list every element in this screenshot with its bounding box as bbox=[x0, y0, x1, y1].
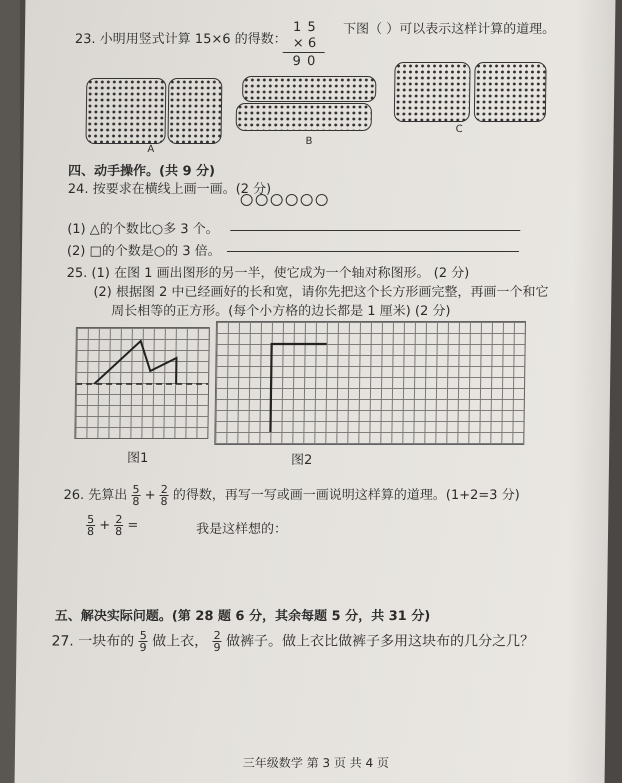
q26-frac-b: $\frac{2}{8}$ bbox=[160, 483, 168, 508]
figure-1-shape bbox=[75, 328, 209, 438]
q26-line bbox=[63, 484, 519, 507]
q27-frac-a: $\frac{5}{9}$ bbox=[139, 629, 147, 654]
answer-line-2[interactable] bbox=[227, 251, 519, 252]
six-circles bbox=[241, 194, 331, 210]
dot-block-b2 bbox=[236, 103, 372, 131]
calc-underline bbox=[283, 52, 325, 53]
q23-calc-top: 1 5 bbox=[292, 20, 317, 35]
q26-expression: $\frac{5}{8}$ + $\frac{2}{8}$ = bbox=[86, 513, 139, 538]
q24-item2: (2) □的个数是○的 3 倍。 bbox=[66, 244, 221, 259]
dot-block-a1 bbox=[85, 78, 166, 144]
dot-block-c1 bbox=[394, 62, 471, 122]
q23-calc-result: 9 0 bbox=[292, 54, 317, 69]
q24-item1: (1) △的个数比○多 3 个。 bbox=[67, 222, 219, 237]
q27-line: 27. 一块布的 $\frac{5}{9}$ 做上衣， $\frac{2}{9}$ 做裤子。做上衣比做裤子多用这块布的几分之几？ bbox=[51, 629, 535, 654]
dot-block-b1 bbox=[242, 76, 376, 102]
q23-text: 23. 小明用竖式计算 15×6 的得数： bbox=[74, 32, 287, 47]
q26-thought: 我是这样想的： bbox=[195, 522, 288, 537]
q26-lead: 26. 先算出 bbox=[63, 488, 128, 503]
q27-frac-b: $\frac{2}{9}$ bbox=[213, 629, 221, 654]
option-a-label: A bbox=[147, 144, 155, 155]
q26-plus: + bbox=[144, 488, 156, 503]
q23-tail: 下图（ ）可以表示这样计算的道理。 bbox=[342, 22, 556, 37]
exam-page bbox=[15, 0, 616, 783]
option-b-label: B bbox=[305, 136, 313, 147]
page-shadow bbox=[565, 0, 616, 783]
q26-rest: 的得数，再写一写或画一画说明这样算的道理。(1+2=3 分) bbox=[172, 488, 520, 503]
q24-text: 24. 按要求在横线上画一画。(2 分) bbox=[67, 182, 272, 197]
q25-line2: (2) 根据图 2 中已经画好的长和宽，请你先把这个长方形画完整，再画一个和它 bbox=[93, 285, 549, 300]
q25-line1: 25. (1) 在图 1 画出图形的另一半，使它成为一个轴对称图形。 (2 分) bbox=[66, 266, 470, 281]
section4-title: 四、动手操作。(共 9 分) bbox=[67, 164, 216, 179]
dot-block-a2 bbox=[167, 78, 222, 144]
dot-block-c2 bbox=[474, 62, 547, 122]
page-footer: 三年级数学 第 3 页 共 4 页 bbox=[242, 756, 390, 770]
answer-line-1[interactable] bbox=[230, 230, 520, 231]
figure-2-label: 图2 bbox=[290, 453, 313, 468]
q26-frac-a: $\frac{5}{8}$ bbox=[132, 483, 140, 508]
figure-2-shape bbox=[215, 322, 525, 444]
section5-title: 五、解决实际问题。(第 28 题 6 分，其余每题 5 分，共 31 分) bbox=[54, 609, 431, 624]
option-c-label: C bbox=[455, 124, 463, 135]
figure-1-label: 图1 bbox=[126, 451, 149, 466]
q25-line3: 周长相等的正方形。(每个小方格的边长都是 1 厘米) (2 分) bbox=[111, 304, 451, 319]
q23-calc-mul: × 6 bbox=[292, 36, 317, 51]
